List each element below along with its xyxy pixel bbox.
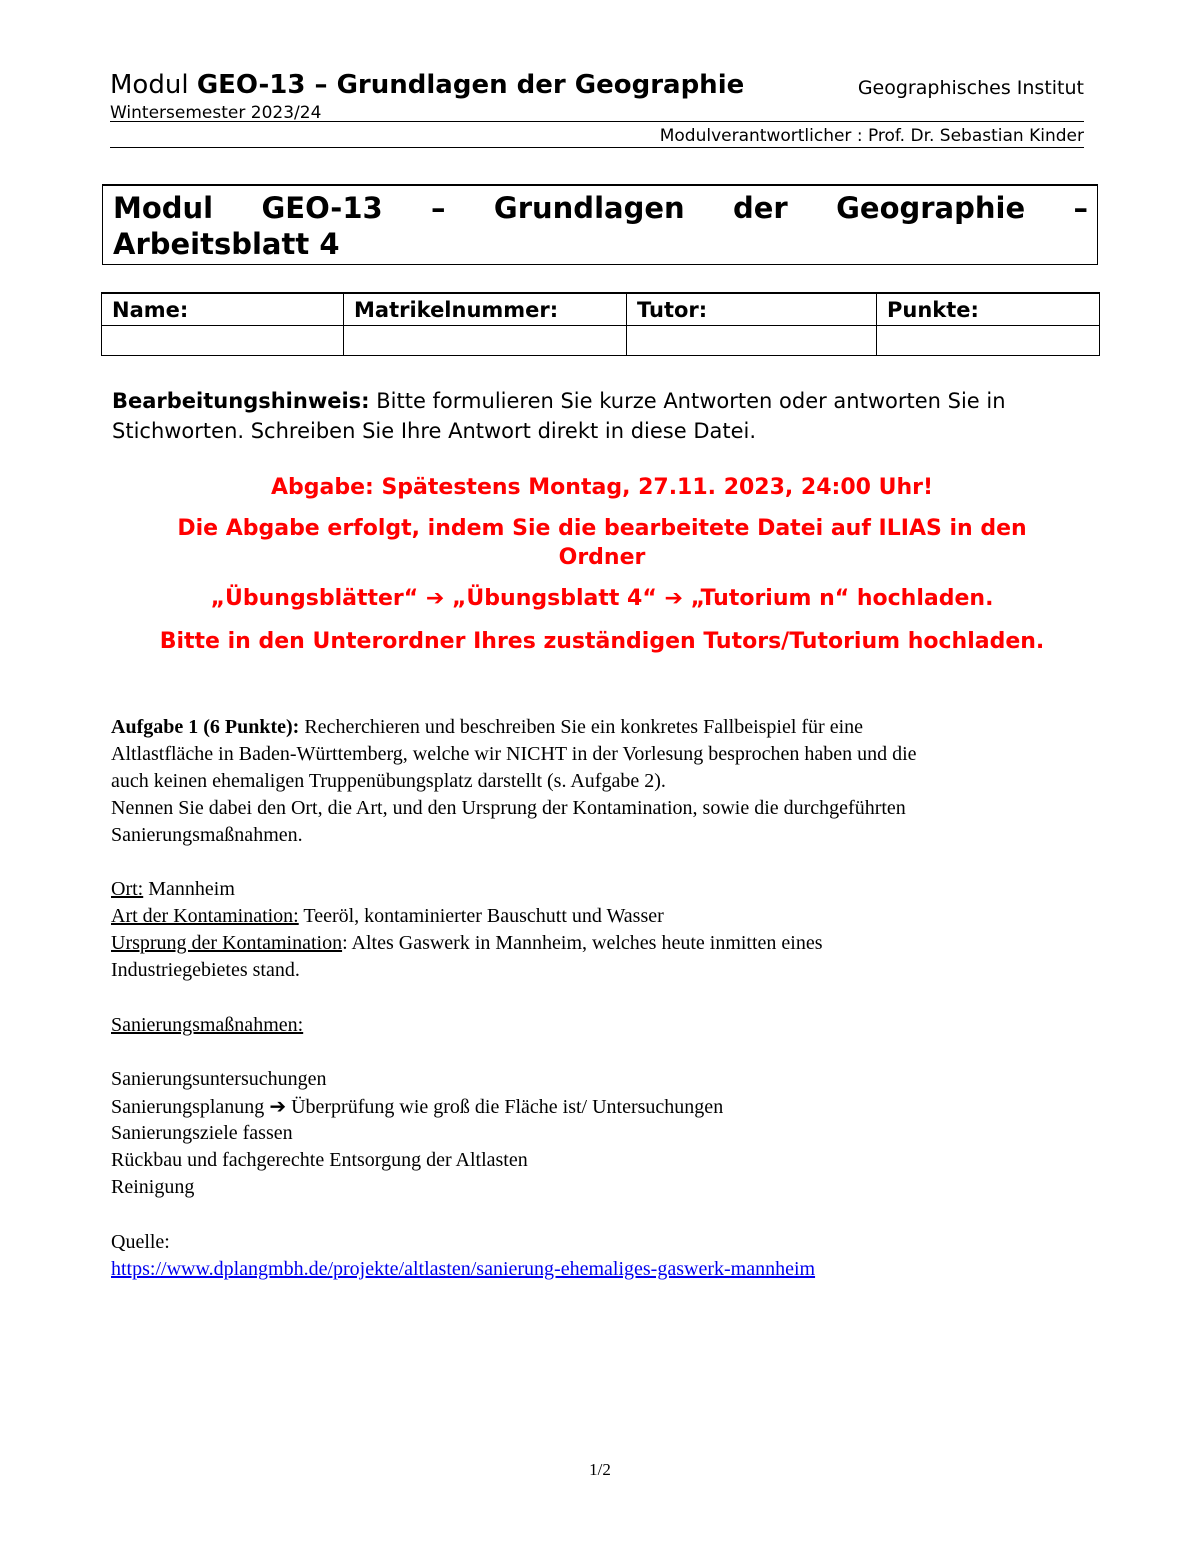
ursprung-label: Ursprung der Kontamination [111, 932, 343, 954]
task1-label: Aufgabe 1 (6 Punkte): [111, 716, 300, 738]
source-link[interactable]: https://www.dplangmbh.de/projekte/altlasten/sanierung-ehemaliges-gaswerk-mannheim [111, 1258, 816, 1280]
submission-folder-path: „Übungsblätter“ ➔ „Übungsblatt 4“ ➔ „Tutorium n“ hochladen. [210, 586, 994, 611]
task1-line-4: Nennen Sie dabei den Ort, die Art, und den Ursprung der Kontamination, sowie die durchgeführten [111, 797, 906, 819]
header-divider-bottom [110, 147, 1084, 148]
measure-item: Sanierungsziele fassen [111, 1122, 293, 1144]
info-header-row [102, 293, 1100, 326]
sanierung-label: Sanierungsmaßnahmen: [111, 1014, 304, 1036]
header-divider-top [110, 121, 1084, 122]
info-value-punkte[interactable] [877, 326, 1100, 356]
measure-item: Sanierungsuntersuchungen [111, 1068, 327, 1090]
answer-ort [111, 876, 235, 903]
page-header [110, 70, 1084, 104]
hint-text: Bitte formulieren Sie kurze Antworten oder antworten Sie in Stichworten. Schreiben Sie Ihre Antwort direkt in diese Datei. [112, 389, 1006, 443]
answer-ursprung [111, 930, 823, 957]
header-module-name: GEO-13 – Grundlagen der Geographie [196, 70, 745, 100]
info-header-matrikel: Matrikelnummer: [344, 293, 627, 326]
measure-item: Sanierungsplanung ➔ Überprüfung wie groß die Fläche ist/ Untersuchungen [111, 1094, 724, 1118]
title-box [102, 184, 1098, 265]
info-value-tutor[interactable] [627, 326, 877, 356]
art-value: Teeröl, kontaminierter Bauschutt und Wasser [298, 905, 664, 927]
processing-hint [112, 386, 1092, 446]
header-responsible: Modulverantwortlicher : Prof. Dr. Sebastian Kinder [659, 126, 1084, 146]
info-header-name: Name: [102, 293, 344, 326]
info-value-name[interactable] [102, 326, 344, 356]
ort-label: Ort: [111, 878, 144, 900]
task1-line-1: Aufgabe 1 (6 Punkte): Recherchieren und beschreiben Sie ein konkretes Fallbeispiel für eine [111, 716, 864, 738]
hint-label: Bearbeitungshinweis: [112, 389, 370, 413]
arrow-right-icon: ➔ [269, 1094, 287, 1118]
title-line-1: Modul GEO-13 – Grundlagen der Geographie – [113, 191, 1088, 225]
info-value-row [102, 326, 1100, 356]
student-info-table [101, 292, 1100, 356]
header-institute: Geographisches Institut [857, 77, 1084, 99]
answer-ursprung-cont: Industriegebietes stand. [111, 959, 300, 981]
info-header-punkte: Punkte: [877, 293, 1100, 326]
submission-subfolder-note: Bitte in den Unterordner Ihres zuständigen Tutors/Tutorium hochladen. [159, 629, 1045, 654]
arrow-right-icon: ➔ [425, 586, 445, 611]
info-header-tutor: Tutor: [627, 293, 877, 326]
answer-art [111, 903, 664, 930]
task1-line-5: Sanierungsmaßnahmen. [111, 824, 303, 846]
ort-value: Mannheim [143, 878, 235, 900]
title-line-2: Arbeitsblatt 4 [113, 227, 340, 261]
task1-line-2: Altlastfläche in Baden-Württemberg, welche wir NICHT in der Vorlesung besprochen haben und die [111, 743, 917, 765]
arrow-right-icon: ➔ [664, 586, 683, 611]
submission-instruction-2: Ordner [558, 545, 646, 570]
source-label: Quelle: [111, 1231, 170, 1253]
header-module-title: Modul GEO-13 – Grundlagen der Geographie [110, 70, 745, 100]
submission-deadline: Abgabe: Spätestens Montag, 27.11. 2023, 24:00 Uhr! [270, 475, 934, 500]
measure-item: Rückbau und fachgerechte Entsorgung der Altlasten [111, 1149, 528, 1171]
info-value-matrikel[interactable] [344, 326, 627, 356]
page-number: 1/2 [589, 1460, 611, 1479]
task1-line-3: auch keinen ehemaligen Truppenübungsplatz darstellt (s. Aufgabe 2). [111, 770, 666, 792]
submission-instruction-1: Die Abgabe erfolgt, indem Sie die bearbeitete Datei auf ILIAS in den [177, 516, 1027, 541]
header-semester: Wintersemester 2023/24 [110, 103, 322, 123]
measure-item: Reinigung [111, 1176, 195, 1198]
art-label: Art der Kontamination: [111, 905, 299, 927]
ursprung-value: : Altes Gaswerk in Mannheim, welches heute inmitten eines [342, 932, 823, 954]
